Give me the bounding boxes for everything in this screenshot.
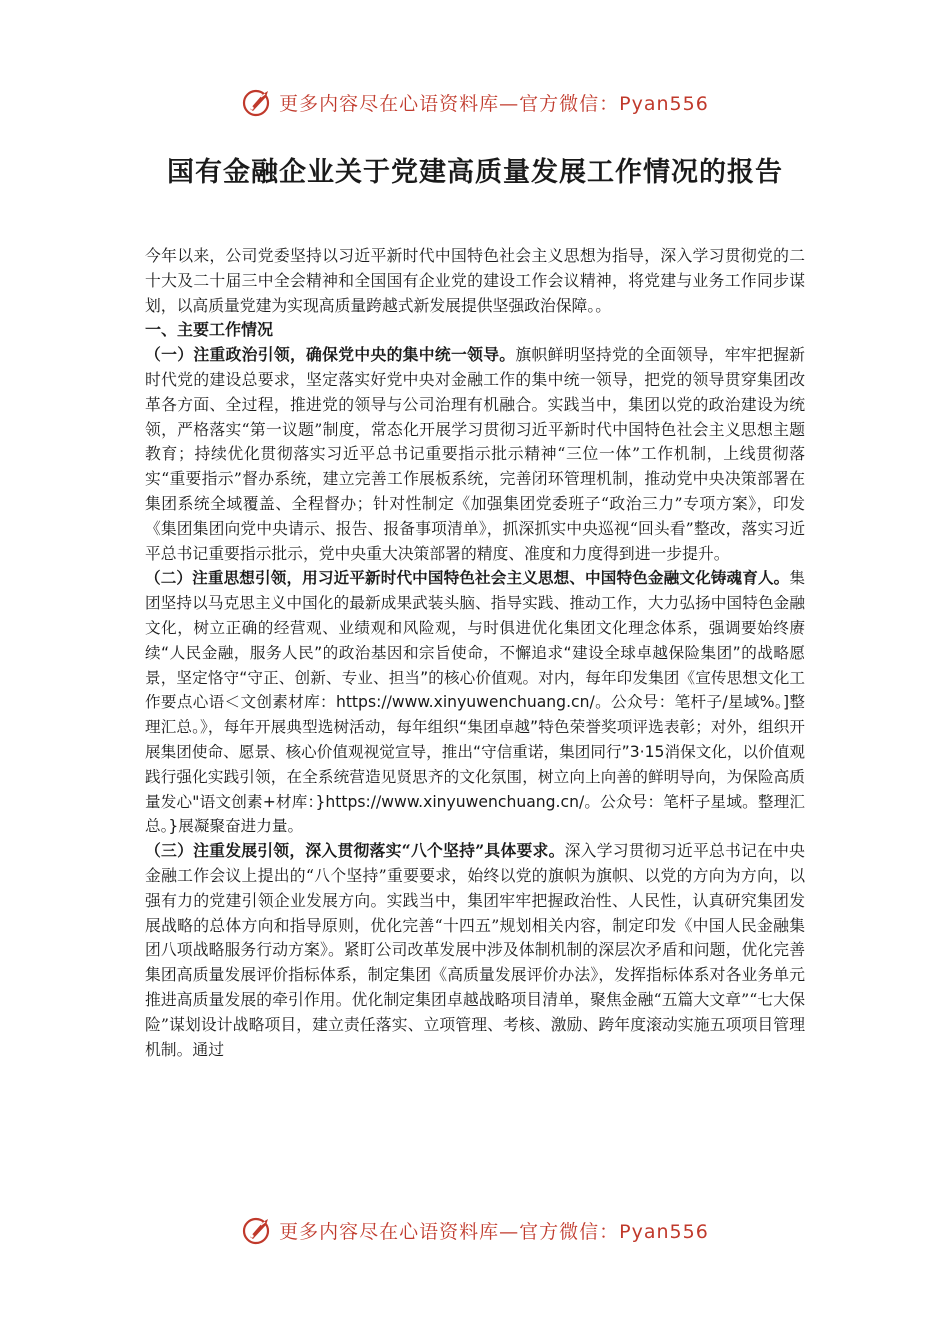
item-lead-1: （一）注重政治引领，确保党中央的集中统一领导。 xyxy=(145,345,516,365)
watermark-wechat-id: Pyan556 xyxy=(619,92,709,115)
watermark-text-cn: 更多内容尽在心语资料库—官方微信： xyxy=(279,92,620,115)
watermark-wechat-id: Pyan556 xyxy=(619,1220,709,1243)
watermark-banner-top xyxy=(0,82,950,122)
item-lead-3: （三）注重发展引领，深入贯彻落实“八个坚持”具体要求。 xyxy=(145,841,565,861)
watermark-text xyxy=(279,1217,709,1244)
fountain-pen-nib-icon xyxy=(241,1213,275,1247)
section-heading: 一、主要工作情况 xyxy=(145,320,274,340)
watermark-text-cn: 更多内容尽在心语资料库—官方微信： xyxy=(279,1220,620,1243)
fountain-pen-nib-icon xyxy=(241,85,275,119)
item-paragraph-1 xyxy=(145,343,805,566)
item-paragraph-3 xyxy=(145,839,805,1062)
watermark-banner-bottom xyxy=(0,1210,950,1250)
watermark-text xyxy=(279,89,709,116)
item-body-1: 旗帜鲜明坚持党的全面领导，牢牢把握新时代党的建设总要求，坚定落实好党中央对金融工作的集中统一领导，把党的领导贯穿集团改革各方面、全过程，推进党的领导与公司治理有机融合。实践当中，集团以党的政治建设为统领，严格落实“第一议题”制度，常态化开展学习贯彻习近平新时代中国特色社会主义思想主题教育；持续优化贯彻落实习近平总书记重要指示批示精神“三位一体”工作机制，上线贯彻落实“重要指示”督办系统，建立完善工作展板系统，完善闭环管理机制，推动党中央决策部署在集团系统全域覆盖、全程督办；针对性制定《加强集团党委班子“政治三力”专项方案》，印发《集团集团向党中央请示、报告、报备事项清单》，抓深抓实中央巡视“回头看”整改，落实习近平总书记重要指示批示，党中央重大决策部署的精度、准度和力度得到进一步提升。 xyxy=(145,345,805,563)
item-lead-2: （二）注重思想引领，用习近平新时代中国特色社会主义思想、中国特色金融文化铸魂育人。 xyxy=(145,569,790,588)
item-body-3: 深入学习贯彻习近平总书记在中央金融工作会议上提出的“八个坚持”重要要求，始终以党的旗帜为旗帜、以党的方向为方向，以强有力的党建引领企业发展方向。实践当中，集团牢牢把握政治性、人民性，认真研究集团发展战略的总体方向和指导原则，优化完善“十四五”规划相关内容，制定印发《中国人民金融集团八项战略服务行动方案》。紧盯公司改革发展中涉及体制机制的深层次矛盾和问题，优化完善集团高质量发展评价指标体系，制定集团《高质量发展评价办法》，发挥指标体系对各业务单元推进高质量发展的牵引作用。优化制定集团卓越战略项目清单，聚焦金融“五篇大文章”“七大保险”谋划设计战略项目，建立责任落实、立项管理、考核、激励、跨年度滚动实施五项项目管理机制。通过 xyxy=(145,841,805,1059)
document-body xyxy=(145,244,805,1062)
intro-paragraph: 今年以来，公司党委坚持以习近平新时代中国特色社会主义思想为指导，深入学习贯彻党的二十大及二十届三中全会精神和全国国有企业党的建设工作会议精神，将党建与业务工作同步谋划，以高质量党建为实现高质量跨越式新发展提供坚强政治保障。。 xyxy=(145,246,805,315)
document-title: 国有金融企业关于党建高质量发展工作情况的报告 xyxy=(167,157,783,188)
item-body-2: 集团坚持以马克思主义中国化的最新成果武装头脑、指导实践、推动工作，大力弘扬中国特色金融文化，树立正确的经营观、业绩观和风险观，与时俱进优化集团文化理念体系，强调要始终赓续“人民金融，服务人民”的政治基因和宗旨使命，不懈追求“建设全球卓越保险集团”的战略愿景，坚定恪守“守正、创新、专业、担当”的核心价值观。对内，每年印发集团《宣传思想文化工作要点心语＜文创素材库：https://www.xinyuwenchuang.cn/。公众号：笔杆子/星域%。]整理汇总。》，每年开展典型选树活动，每年组织“集团卓越”特色荣誉奖项评选表彰；对外，组织开展集团使命、愿景、核心价值观视觉宣导，推出“守信重诺，集团同行”3·15消保文化，以价值观践行强化实践引领，在全系统营造见贤思齐的文化氛围，树立向上向善的鲜明导向，为保险高质量发心"语文创素+材库：}https://www.xinyuwenchuang.cn/。公众号：笔杆子星域。整理汇总。}展凝聚奋进力量。 xyxy=(145,569,805,836)
item-paragraph-2 xyxy=(145,566,805,839)
